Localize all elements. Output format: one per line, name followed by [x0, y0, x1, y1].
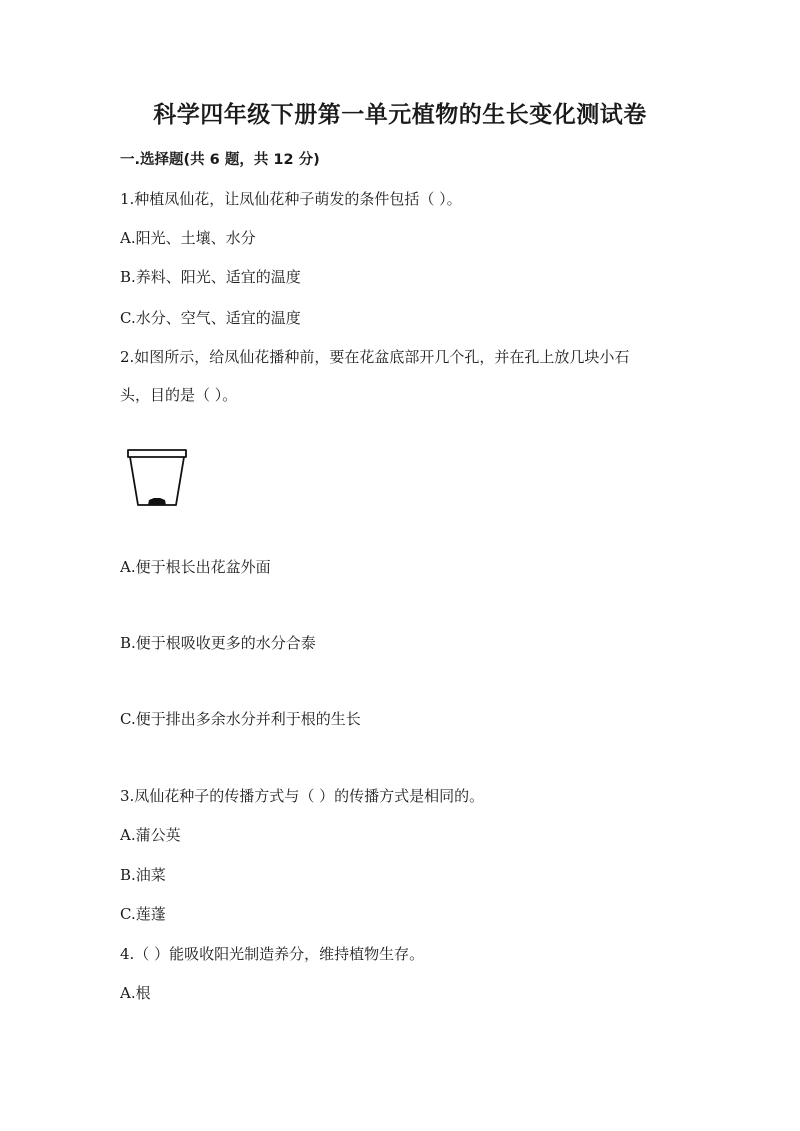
exam-title: 科学四年级下册第一单元植物的生长变化测试卷	[153, 102, 647, 128]
question-2-option-c: C.便于排出多余水分并利于根的生长	[120, 710, 361, 728]
question-1-stem: 1.种植凤仙花，让凤仙花种子萌发的条件包括（ ）。	[120, 190, 462, 208]
question-1-option-a: A.阳光、土壤、水分	[120, 229, 256, 247]
question-4-stem: 4.（ ）能吸收阳光制造养分，维持植物生存。	[120, 945, 425, 963]
question-1-option-b: B.养料、阳光、适宜的温度	[120, 268, 301, 286]
question-2-stem-line-1: 2.如图所示，给凤仙花播种前，要在花盆底部开几个孔，并在孔上放几块小石	[120, 348, 630, 366]
question-1-option-c: C.水分、空气、适宜的温度	[120, 309, 301, 327]
flower-pot-figure	[126, 448, 188, 508]
question-3-option-b: B.油菜	[120, 866, 166, 884]
question-3-stem: 3.凤仙花种子的传播方式与（ ）的传播方式是相同的。	[120, 787, 485, 805]
section-heading: 一.选择题(共 6 题，共 12 分)	[120, 152, 320, 168]
question-3-option-a: A.蒲公英	[120, 826, 181, 844]
question-3-option-c: C.莲蓬	[120, 905, 166, 923]
question-2-option-a: A.便于根长出花盆外面	[120, 558, 271, 576]
question-4-option-a: A.根	[120, 984, 151, 1002]
question-2-stem-line-2: 头，目的是（ ）。	[120, 386, 238, 404]
question-2-option-b: B.便于根吸收更多的水分合泰	[120, 634, 316, 652]
